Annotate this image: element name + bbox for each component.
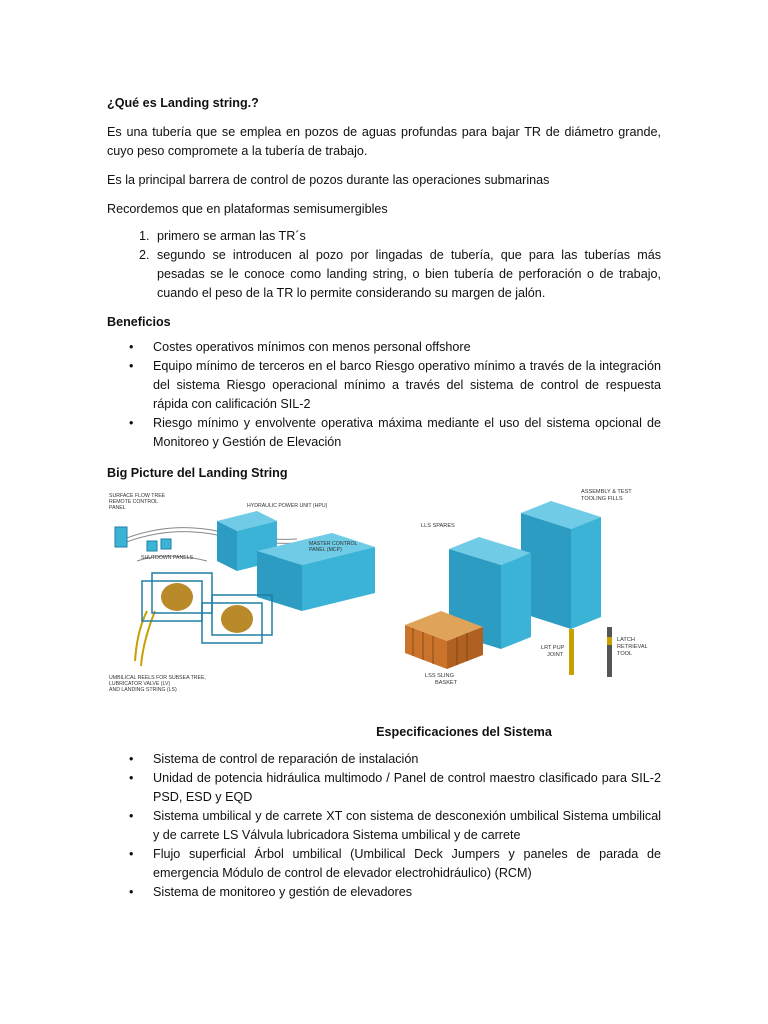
svg-text:PANEL (MCP): PANEL (MCP) [309,547,342,553]
specs-list [107,750,661,902]
svg-text:BASKET: BASKET [435,680,458,686]
svg-text:LSS SLING: LSS SLING [425,673,454,679]
definition-paragraph: Es una tubería que se emplea en pozos de aguas profundas para bajar TR de diámetro grande, cuyo peso compromete a la tubería de trabajo. [107,125,661,158]
bullet: • [129,847,134,861]
svg-text:LRT PUP: LRT PUP [541,645,565,651]
svg-text:MASTER CONTROL: MASTER CONTROL [309,541,358,547]
svg-text:RETRIEVAL: RETRIEVAL [617,644,648,650]
svg-text:TOOLING FILLS: TOOLING FILLS [581,496,623,502]
svg-text:LLS SPARES: LLS SPARES [421,523,455,529]
list-item: • Sistema umbilical y de carrete XT con sistema de desconexión umbilical Sistema umbilical y de carrete LS Válvula lubricadora Sistema umbilical y de carrete [129,809,661,842]
svg-text:JOINT: JOINT [547,652,564,658]
svg-text:TOOL: TOOL [617,651,633,657]
bullet: • [129,416,134,430]
landing-string-containers-figure [401,479,671,689]
document-content [107,94,661,914]
figure-title: Big Picture del Landing String [107,466,288,480]
svg-text:HYDRAULIC POWER UNIT (HPU): HYDRAULIC POWER UNIT (HPU) [247,503,328,509]
bullet: • [129,752,134,766]
bullet: • [129,771,134,785]
svg-text:PANEL: PANEL [109,505,126,511]
svg-text:LATCH: LATCH [617,637,635,643]
benefits-heading: Beneficios [107,315,171,329]
svg-text:LUBRICATOR VALVE (LV): LUBRICATOR VALVE (LV) [109,681,171,687]
specs-heading: Especificaciones del Sistema [376,725,552,739]
steps-list [107,227,661,303]
svg-text:REMOTE CONTROL: REMOTE CONTROL [109,499,158,505]
bullet: • [129,340,134,354]
svg-text:ASSEMBLY & TEST: ASSEMBLY & TEST [581,489,632,495]
list-item: 2. segundo se introducen al pozo por lingadas de tubería, que para las tuberías más pesadas se le conoce como landing string, o bien tubería de perforación o de trabajo, cuando el peso de la TR lo permite considerando su margen de jalón. [153,246,661,303]
benefits-list [107,338,661,452]
landing-string-equipment-figure [107,491,377,701]
list-item: • Sistema de monitoreo y gestión de elevadores [107,883,661,902]
list-item: 1. primero se arman las TR´s [153,227,661,246]
bullet: • [129,809,134,823]
question-heading: ¿Qué es Landing string.? [107,96,259,110]
list-item: • Flujo superficial Árbol umbilical (Umbilical Deck Jumpers y paneles de parada de emergencia Módulo de control de elevador electrohidráulico) (RCM) [129,847,661,880]
svg-text:SURFACE FLOW TREE: SURFACE FLOW TREE [109,493,166,499]
svg-text:SHUTDOWN PANELS: SHUTDOWN PANELS [141,555,194,561]
svg-text:UMBILICAL REELS FOR SUBSEA TRE: UMBILICAL REELS FOR SUBSEA TREE, [109,675,206,681]
svg-text:AND LANDING STRING (LS): AND LANDING STRING (LS) [109,687,177,693]
list-item: • Sistema de control de reparación de instalación [107,750,661,769]
bullet: • [129,359,134,373]
list-item: • Riesgo mínimo y envolvente operativa máxima mediante el uso del sistema opcional de Monitoreo y Gestión de Elevación [129,416,661,449]
bullet: • [129,885,134,899]
list-item: • Costes operativos mínimos con menos personal offshore [107,338,661,357]
reminder-paragraph: Recordemos que en plataformas semisumergibles [107,202,388,216]
barrier-paragraph: Es la principal barrera de control de pozos durante las operaciones submarinas [107,173,550,187]
list-item: • Equipo mínimo de terceros en el barco Riesgo operativo mínimo a través de la integración del sistema Riesgo operacional mínimo a través del sistema de control de respuesta rápida con calificación SIL-2 [129,359,661,411]
figures-row [107,491,661,721]
list-item: • Unidad de potencia hidráulica multimodo / Panel de control maestro clasificado para SIL-2 PSD, ESD y EQD [129,771,661,804]
